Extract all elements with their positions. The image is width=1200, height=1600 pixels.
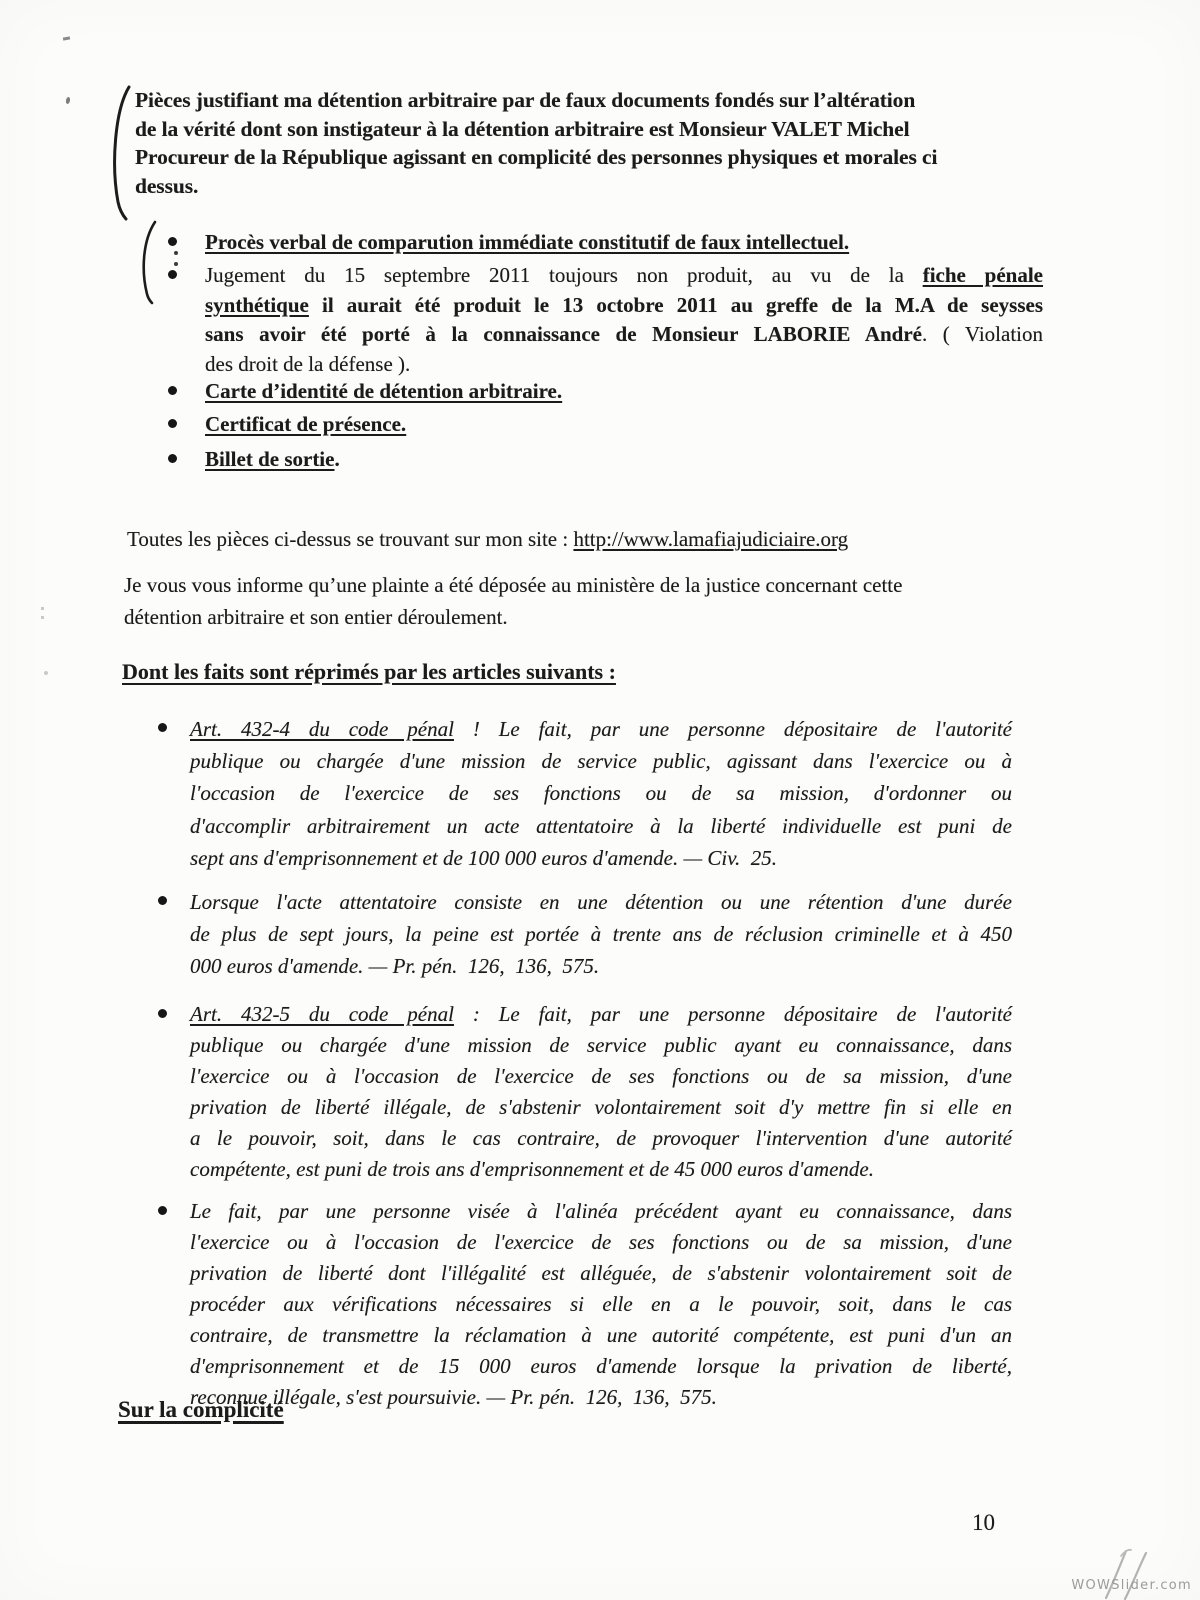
handdrawn-bracket-large-icon	[106, 84, 134, 222]
section-heading: Dont les faits sont réprimés par les articles suivants :	[122, 659, 616, 684]
scan-artifact	[174, 262, 178, 266]
footer-heading: Sur la complicité	[118, 1397, 284, 1422]
intro-line: Procureur de la République agissant en complicité des personnes physiques et morales ci	[135, 145, 938, 169]
intro-line: de la vérité dont son instigateur à la détention arbitraire est Monsieur VALET Michel	[135, 116, 910, 141]
bullet-icon	[158, 896, 167, 905]
article-ref: Art. 432-4 du code pénal	[190, 717, 454, 741]
evidence-item-billet: Billet de sortie.	[205, 447, 340, 471]
evidence-item-carte-identite: Carte d’identité de détention arbitraire.	[205, 379, 563, 403]
page-number: 10	[972, 1510, 995, 1535]
bullet-icon	[158, 1206, 167, 1215]
site-line-text: Toutes les pièces ci-dessus se trouvant sur mon site :	[127, 527, 574, 551]
site-url-link: http://www.lamafiajudiciaire.org	[573, 527, 849, 551]
bullet-icon	[168, 237, 177, 246]
scan-artifact	[41, 607, 44, 610]
scan-artifact	[63, 36, 70, 40]
intro-paragraph	[135, 86, 1055, 200]
bullet-icon	[168, 270, 177, 279]
site-line	[127, 527, 848, 552]
article-432-4: Art. 432-4 du code pénal ! Le fait, par une personne dépositaire de l'autorité publique ou chargée d'une mission de service public, agissant dans l'exercice ou à l'occasion de l'exercice de ses fonctions ou de sa mission, d'ordonner ou d'accomplir arbitrairement un acte attentatoire à la liberté individuelle est puni de sept ans d'emprisonnement et de 100 000 euros d'amende. — Civ. 25.	[190, 717, 1013, 870]
handdrawn-bracket-small-icon	[137, 218, 159, 306]
complaint-paragraph: Je vous vous informe qu’une plainte a été déposée au ministère de la justice concernant cette détention arbitraire et son entier déroulement.	[124, 573, 903, 629]
scan-artifact	[174, 251, 178, 255]
bullet-icon	[158, 1009, 167, 1018]
intro-line: dessus.	[135, 173, 199, 198]
article-ref: Art. 432-5 du code pénal	[190, 1002, 454, 1026]
scan-artifact	[41, 616, 44, 619]
bullet-icon	[168, 419, 177, 428]
bullet-icon	[168, 454, 177, 463]
watermark-link[interactable]: WOWSlider.com	[1071, 1578, 1192, 1593]
article-detention-paragraph: Lorsque l'acte attentatoire consiste en une détention ou une rétention d'une durée de plus de sept jours, la peine est portée à trente ans de réclusion criminelle et à 450 000 euros d'amende. — Pr. pén. 126, 136, 575.	[190, 890, 1012, 978]
bullet-icon	[168, 386, 177, 395]
article-alinea-precedent: Le fait, par une personne visée à l'alinéa précédent ayant eu connaissance, dans l'exercice ou à l'occasion de l'exercice de ses fonctions ou de sa mission, d'une privation de liberté dont l'illégalité est alléguée, de s'abstenir volontairement soit de procéder aux vérifications nécessaires si elle en a le pouvoir, soit, dans le cas contraire, de transmettre la réclamation à une autorité compétente, est puni d'un an d'emprisonnement et de 15 000 euros d'amende lorsque la privation de liberté, reconnue illégale, s'est poursuivie. — Pr. pén. 126, 136, 575.	[190, 1199, 1012, 1409]
evidence-item-proces-verbal: Procès verbal de comparution immédiate constitutif de faux intellectuel.	[205, 230, 850, 254]
scan-artifact	[44, 671, 48, 675]
intro-line: Pièces justifiant ma détention arbitraire par de faux documents fondés sur l’altération	[135, 88, 916, 112]
article-432-5: Art. 432-5 du code pénal : Le fait, par une personne dépositaire de l'autorité publique ou chargée d'une mission de service public ayant eu connaissance, dans l'exercice ou à l'occasion de l'exercice de ses fonctions ou de sa mission, d'une privation de liberté illégale, de s'abstenir volontairement soit d'y mettre fin si elle en a le pouvoir, soit, dans le cas contraire, de provoquer l'intervention d'une autorité compétente, est puni de trois ans d'emprisonnement et de 45 000 euros d'amende.	[190, 1002, 1013, 1181]
evidence-item-jugement: Jugement du 15 septembre 2011 toujours non produit, au vu de la fiche pénale synthétique il aurait été produit le 13 octobre 2011 au greffe de la M.A de seysses sans avoir été porté à la connaissance de Monsieur LABORIE André. ( Violation des droit de la défense ).	[205, 263, 1044, 376]
scan-artifact	[65, 97, 70, 105]
evidence-item-certificat: Certificat de présence.	[205, 412, 407, 436]
bullet-icon	[158, 723, 167, 732]
